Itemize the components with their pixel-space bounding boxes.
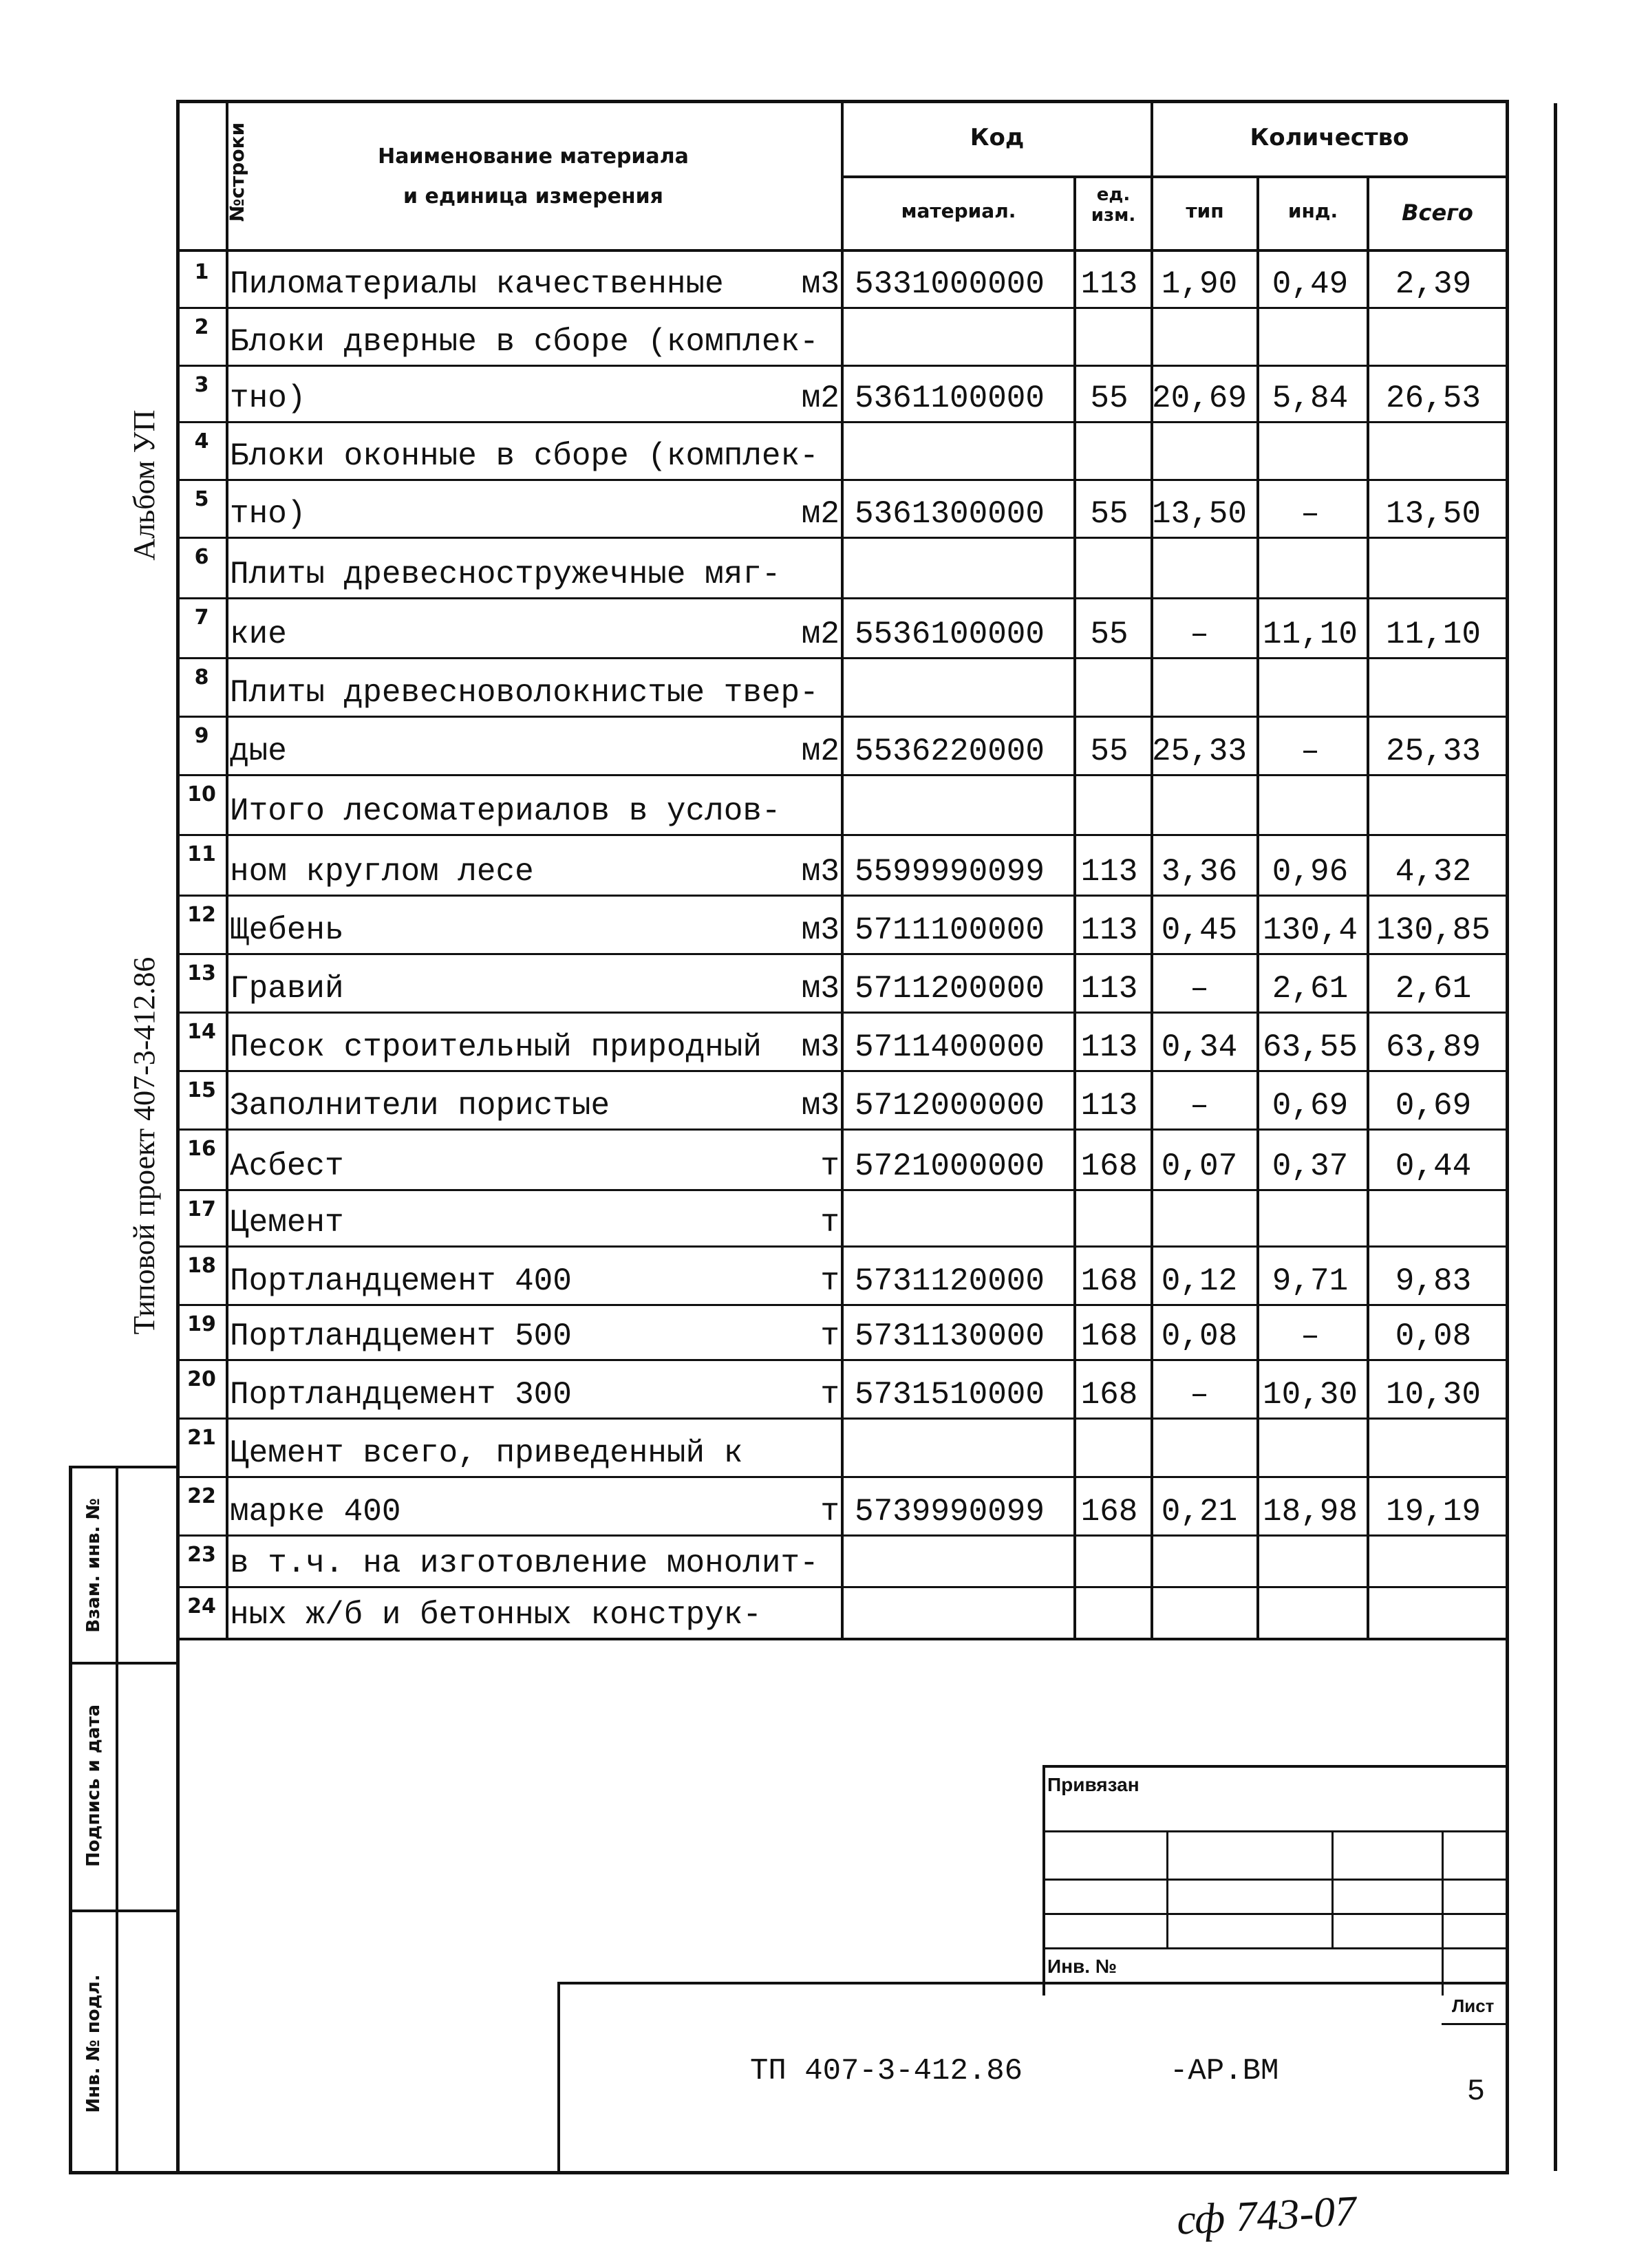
row-separator [176, 1534, 1509, 1537]
unit-code: 113 [1080, 266, 1138, 302]
table-right-border [1506, 100, 1509, 2174]
qty-total: 63,89 [1385, 1029, 1481, 1065]
qty-individual: – [1301, 496, 1320, 532]
qty-total: 26,53 [1385, 381, 1481, 416]
material-unit: м3 [801, 1029, 839, 1065]
qty-typical: 0,21 [1161, 1494, 1238, 1530]
material-code: 5361100000 [854, 381, 1045, 416]
material-name: Цемент всего, приведенный к [230, 1435, 743, 1471]
material-unit: т [820, 1263, 839, 1299]
row-number: 20 [187, 1367, 216, 1391]
material-unit: м3 [801, 912, 839, 948]
row-separator [176, 307, 1509, 309]
row-separator [176, 1189, 1509, 1191]
material-name: Блоки оконные в сборе (комплек- [230, 438, 819, 474]
binding-edge-line [1554, 103, 1557, 2171]
material-code: 5536100000 [854, 617, 1045, 652]
qty-total: 0,08 [1395, 1318, 1472, 1354]
material-code: 5721000000 [854, 1148, 1045, 1184]
row-number: 3 [194, 373, 209, 397]
qty-total: 0,69 [1395, 1088, 1472, 1124]
unit-code: 55 [1090, 496, 1128, 532]
handwritten-registration-mark: сф 743-07 [1175, 2187, 1358, 2244]
tb-col [1442, 1830, 1444, 1996]
tb-doc-left [557, 1982, 560, 2174]
tb-line [1042, 1830, 1509, 1832]
qty-individual: 2,61 [1272, 971, 1349, 1007]
qty-typical: 0,08 [1161, 1318, 1238, 1354]
unit-code: 168 [1080, 1263, 1138, 1299]
unit-code: 55 [1090, 381, 1128, 416]
row-number: 16 [187, 1137, 216, 1161]
row-separator [176, 774, 1509, 776]
material-unit: т [820, 1148, 839, 1184]
qty-typical: – [1190, 1088, 1209, 1124]
material-name: Плиты древесноволокнистые твер- [230, 675, 819, 711]
row-number: 5 [194, 487, 209, 511]
material-name: Портландцемент 400 [230, 1263, 572, 1299]
row-separator [176, 1304, 1509, 1306]
row-separator [176, 953, 1509, 955]
qty-individual: 63,55 [1262, 1029, 1358, 1065]
row-separator [176, 895, 1509, 897]
row-separator [176, 1418, 1509, 1420]
name-column-divider [841, 100, 844, 1638]
qty-individual: 18,98 [1262, 1494, 1358, 1530]
row-number: 15 [187, 1078, 216, 1102]
material-unit: т [820, 1494, 839, 1530]
row-separator [176, 1012, 1509, 1014]
row-separator [176, 597, 1509, 599]
table-top-border [176, 100, 1509, 103]
qty-typical: 25,33 [1151, 734, 1248, 769]
side-album-label: Альбом УП [127, 409, 161, 561]
material-name: тно) [230, 381, 306, 416]
side-project-label: Типовой проект 407-3-412.86 [127, 956, 161, 1335]
material-name: дые [230, 734, 287, 769]
header-bottom [176, 249, 1509, 252]
row-separator [176, 479, 1509, 481]
material-name: Гравий [230, 971, 344, 1007]
row-separator [176, 1245, 1509, 1248]
unit-code: 113 [1080, 1088, 1138, 1124]
header-qty-total: Всего [1402, 200, 1473, 226]
material-code: 5711200000 [854, 971, 1045, 1007]
qty-typical: 20,69 [1151, 381, 1248, 416]
header-rownum: №строки [226, 122, 248, 222]
stamp-vzam-inv: Взам. инв. № [83, 1498, 104, 1633]
qty-typical: 1,90 [1161, 266, 1238, 302]
row-number: 23 [187, 1543, 216, 1567]
header-qty-ind: инд. [1287, 200, 1338, 222]
row-separator [176, 421, 1509, 423]
unit-code: 113 [1080, 971, 1138, 1007]
unit-code: 113 [1080, 912, 1138, 948]
row-separator [176, 1070, 1509, 1072]
tb-inv-no: Инв. № [1047, 1956, 1117, 1977]
unit-code: 113 [1080, 1029, 1138, 1065]
header-quantity: Количество [1250, 124, 1409, 151]
unit-code: 113 [1080, 854, 1138, 890]
tb-sheet-sep [1442, 2023, 1509, 2025]
material-code: 5731120000 [854, 1263, 1045, 1299]
unit-code: 55 [1090, 734, 1128, 769]
material-code: 5731130000 [854, 1318, 1045, 1354]
row-separator [176, 365, 1509, 367]
qty-individual: 0,49 [1272, 266, 1349, 302]
material-name: Пиломатериалы качественные [230, 266, 724, 302]
qty-individual: 130,4 [1262, 912, 1358, 948]
material-unit: м3 [801, 266, 839, 302]
material-code: 5711400000 [854, 1029, 1045, 1065]
row-number: 9 [194, 724, 209, 748]
stamp-inv-podl: Инв. № подл. [83, 1974, 104, 2113]
material-name: Блоки дверные в сборе (комплек- [230, 324, 819, 360]
qty-total: 9,83 [1395, 1263, 1472, 1299]
row-separator [176, 1476, 1509, 1478]
qty-total: 130,85 [1376, 912, 1490, 948]
material-name: Песок строительный природный [230, 1029, 762, 1065]
qty-individual: 11,10 [1262, 617, 1358, 652]
tb-doc-suffix: -АР.ВМ [1170, 2054, 1279, 2088]
row-number: 11 [187, 842, 216, 866]
row-number: 4 [194, 429, 209, 453]
qty-typical: 0,12 [1161, 1263, 1238, 1299]
material-name: Асбест [230, 1148, 344, 1184]
material-name: Щебень [230, 912, 344, 948]
header-qty-tip: тип [1186, 200, 1224, 222]
row-separator [176, 657, 1509, 659]
table-left-border [176, 100, 180, 2174]
qty-individual: – [1301, 1318, 1320, 1354]
row-number: 6 [194, 545, 209, 569]
table-bottom [176, 1638, 1509, 1640]
row-number: 7 [194, 606, 209, 630]
unit-code: 168 [1080, 1494, 1138, 1530]
row-separator [176, 1586, 1509, 1588]
stamp-divider [116, 1466, 118, 2174]
row-number: 21 [187, 1426, 216, 1450]
qty-individual: 5,84 [1272, 381, 1349, 416]
row-number: 8 [194, 665, 209, 689]
qty-total: 10,30 [1385, 1377, 1481, 1413]
header-code-unit: ед. изм. [1091, 184, 1136, 226]
row-separator [176, 834, 1509, 836]
tb-sheet-number: 5 [1466, 2075, 1486, 2109]
row-number: 10 [187, 782, 216, 806]
material-unit: т [820, 1377, 839, 1413]
qty-individual: – [1301, 734, 1320, 769]
tb-sheet-label: Лист [1452, 1996, 1495, 2016]
qty-typical: 0,07 [1161, 1148, 1238, 1184]
qty-typical: 0,45 [1161, 912, 1238, 948]
qty-typical: – [1190, 971, 1209, 1007]
row-number: 14 [187, 1020, 216, 1044]
unit-code: 168 [1080, 1318, 1138, 1354]
material-code: 5331000000 [854, 266, 1045, 302]
row-number: 24 [187, 1594, 216, 1618]
qty-total: 2,61 [1395, 971, 1472, 1007]
qty-individual: 10,30 [1262, 1377, 1358, 1413]
qty-typical: 13,50 [1151, 496, 1248, 532]
qty-typical: 3,36 [1161, 854, 1238, 890]
qty-typical: 0,34 [1161, 1029, 1238, 1065]
tb-doc-code: ТП 407-3-412.86 [750, 2054, 1023, 2088]
row-number: 17 [187, 1197, 216, 1221]
material-name: в т.ч. на изготовление монолит- [230, 1545, 819, 1581]
material-code: 5711100000 [854, 912, 1045, 948]
material-name: тно) [230, 496, 306, 532]
stamp-top [69, 1466, 179, 1468]
tb-col [1166, 1830, 1168, 1947]
qty-typical: – [1190, 1377, 1209, 1413]
header-subdivider [841, 175, 1509, 178]
material-name: Плиты древесностружечные мяг- [230, 557, 781, 592]
row-number: 19 [187, 1312, 216, 1336]
row-separator [176, 1128, 1509, 1131]
qty-individual: 0,37 [1272, 1148, 1349, 1184]
qty-individual: 0,96 [1272, 854, 1349, 890]
row-separator [176, 537, 1509, 539]
material-name: Цемент [230, 1205, 344, 1241]
material-code: 5739990099 [854, 1494, 1045, 1530]
material-name: Портландцемент 500 [230, 1318, 572, 1354]
qty-total: 2,39 [1395, 266, 1472, 302]
material-name: Заполнители пористые [230, 1088, 610, 1124]
material-code: 5731510000 [854, 1377, 1045, 1413]
stamp-left-border [69, 1466, 72, 2174]
header-name-line2: и единица измерения [403, 184, 663, 208]
row-number: 2 [194, 315, 209, 339]
material-name: ном круглом лесе [230, 854, 534, 890]
qty-individual: 0,69 [1272, 1088, 1349, 1124]
qty-total: 13,50 [1385, 496, 1481, 532]
qty-total: 11,10 [1385, 617, 1481, 652]
row-number: 12 [187, 903, 216, 927]
stamp-signature-date: Подпись и дата [83, 1704, 104, 1868]
qty-total: 25,33 [1385, 734, 1481, 769]
tb-privyazan: Привязан [1047, 1774, 1140, 1795]
row-number: 13 [187, 961, 216, 985]
material-unit: м2 [801, 496, 839, 532]
material-code: 5712000000 [854, 1088, 1045, 1124]
material-name: Итого лесоматериалов в услов- [230, 793, 781, 829]
material-name: ных ж/б и бетонных конструк- [230, 1597, 762, 1633]
qty-total: 0,44 [1395, 1148, 1472, 1184]
unit-code: 55 [1090, 617, 1128, 652]
tb-line [1042, 1947, 1509, 1949]
material-code: 5361300000 [854, 496, 1045, 532]
material-unit: м3 [801, 1088, 839, 1124]
qty-total: 19,19 [1385, 1494, 1481, 1530]
material-unit: м2 [801, 617, 839, 652]
material-name: кие [230, 617, 287, 652]
header-code: Код [970, 124, 1025, 151]
tb-top [1042, 1765, 1509, 1768]
row-number: 18 [187, 1254, 216, 1278]
row-number: 1 [194, 260, 209, 284]
row-separator [176, 1359, 1509, 1361]
material-unit: т [820, 1205, 839, 1241]
sheet-bottom-border [69, 2171, 1509, 2174]
material-code: 5536220000 [854, 734, 1045, 769]
material-code: 5599990099 [854, 854, 1045, 890]
header-code-material: материал. [901, 200, 1016, 222]
unit-code: 168 [1080, 1377, 1138, 1413]
row-number: 22 [187, 1484, 216, 1508]
tb-col [1331, 1830, 1334, 1947]
material-unit: т [820, 1318, 839, 1354]
qty-total: 4,32 [1395, 854, 1472, 890]
row-separator [176, 716, 1509, 718]
stamp-sep-2 [69, 1909, 179, 1912]
tb-line [1042, 1913, 1509, 1915]
material-name: марке 400 [230, 1494, 401, 1530]
material-unit: м2 [801, 381, 839, 416]
qty-individual: 9,71 [1272, 1263, 1349, 1299]
material-name: Портландцемент 300 [230, 1377, 572, 1413]
material-unit: м3 [801, 971, 839, 1007]
material-unit: м2 [801, 734, 839, 769]
header-name-line1: Наименование материала [378, 145, 689, 169]
tb-line [1042, 1879, 1509, 1881]
unit-code: 168 [1080, 1148, 1138, 1184]
rownum-column-divider [226, 100, 228, 1638]
qty-typical: – [1190, 617, 1209, 652]
tb-doc-top [557, 1982, 1509, 1984]
material-unit: м3 [801, 854, 839, 890]
